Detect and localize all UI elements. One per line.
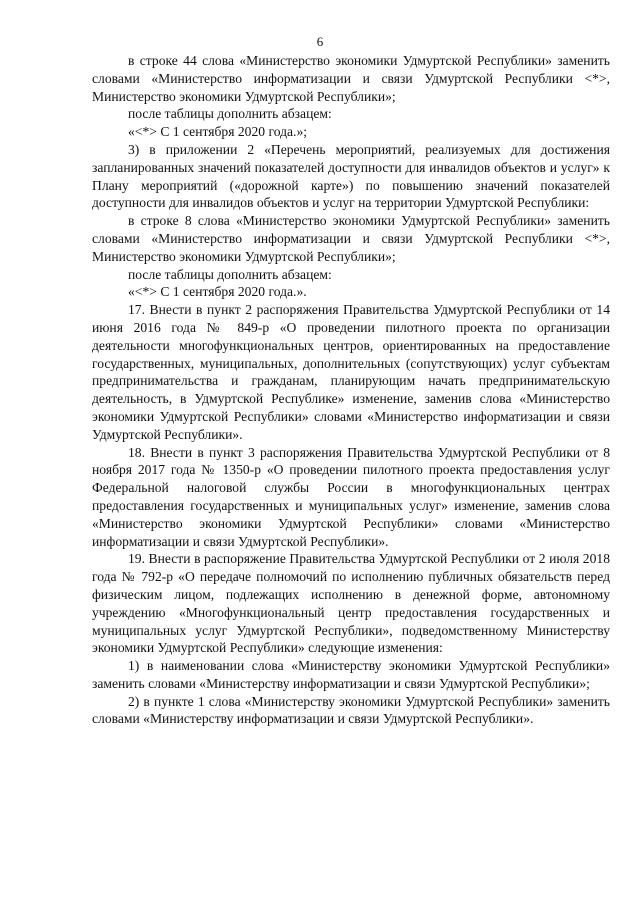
paragraph-item-17: 17. Внести в пункт 2 распоряжения Правительства Удмуртской Республики от 14 июня 2016 года № 849-р «О проведении пилотного проекта по организации деятельности многофункциональных центров, ориентированных на предоставление государственных, муниципальных, дополнительных (сопутствующих) услуг субъектам предпринимательства и гражданам, планирующим начать предпринимательскую деятельность, в Удмуртской Республике» изменение, заменив слова «Министерство экономики Удмуртской Республики» словами «Министерство информатизации и связи Удмуртской Республики». (92, 302, 610, 442)
paragraph-footnote-1: «<*> С 1 сентября 2020 года.»; (128, 124, 308, 140)
paragraph-after-table-1: после таблицы дополнить абзацем: (128, 106, 332, 122)
paragraph-item-19: 19. Внести в распоряжение Правительства Удмуртской Республики от 2 июля 2018 года № 792-р «О передаче полномочий по исполнению публичных обязательств перед физическим лицом, подлежащих исполнению в денежной форме, автономному учреждению «Многофункциональный центр предоставления государственных и муниципальных услуг Удмуртской Республики», подведомственному Министерству экономики Удмуртской Республики» следующие изменения: (92, 551, 610, 656)
paragraph-line44-replacement: в строке 44 слова «Министерство экономики Удмуртской Республики» заменить словами «Министерство информатизации и связи Удмуртской Республики <*>, Министерство экономики Удмуртской Республики»; (92, 53, 610, 104)
page-number: 6 (316, 34, 324, 49)
paragraph-footnote-2: «<*> С 1 сентября 2020 года.». (128, 284, 307, 300)
document-body (92, 52, 610, 728)
paragraph-after-table-2: после таблицы дополнить абзацем: (128, 266, 332, 282)
paragraph-item-19-1: 1) в наименовании слова «Министерству экономики Удмуртской Республики» заменить словами «Министерству информатизации и связи Удмуртской Республики»; (92, 658, 610, 691)
paragraph-item-18: 18. Внести в пункт 3 распоряжения Правительства Удмуртской Республики от 8 ноября 2017 года № 1350-р «О проведении пилотного проекта предоставления услуг Федеральной налоговой службы России в многофункциональных центрах предоставления государственных и муниципальных услуг» изменение, заменив слова «Министерство экономики Удмуртской Республики» словами «Министерство информатизации и связи Удмуртской Республики». (92, 444, 610, 549)
paragraph-line8-replacement: в строке 8 слова «Министерство экономики Удмуртской Республики» заменить словами «Министерство информатизации и связи Удмуртской Республики <*>, Министерство экономики Удмуртской Республики»; (92, 213, 610, 264)
paragraph-appendix-2: 3) в приложении 2 «Перечень мероприятий, реализуемых для достижения запланированных значений показателей доступности для инвалидов объектов и услуг» к Плану мероприятий («дорожной карте») по повышению значений показателей доступности для инвалидов объектов и услуг на территории Удмуртской Республики: (92, 141, 610, 211)
paragraph-item-19-2: 2) в пункте 1 слова «Министерству экономики Удмуртской Республики» заменить словами «Министерству информатизации и связи Удмуртской Республики». (92, 693, 610, 727)
